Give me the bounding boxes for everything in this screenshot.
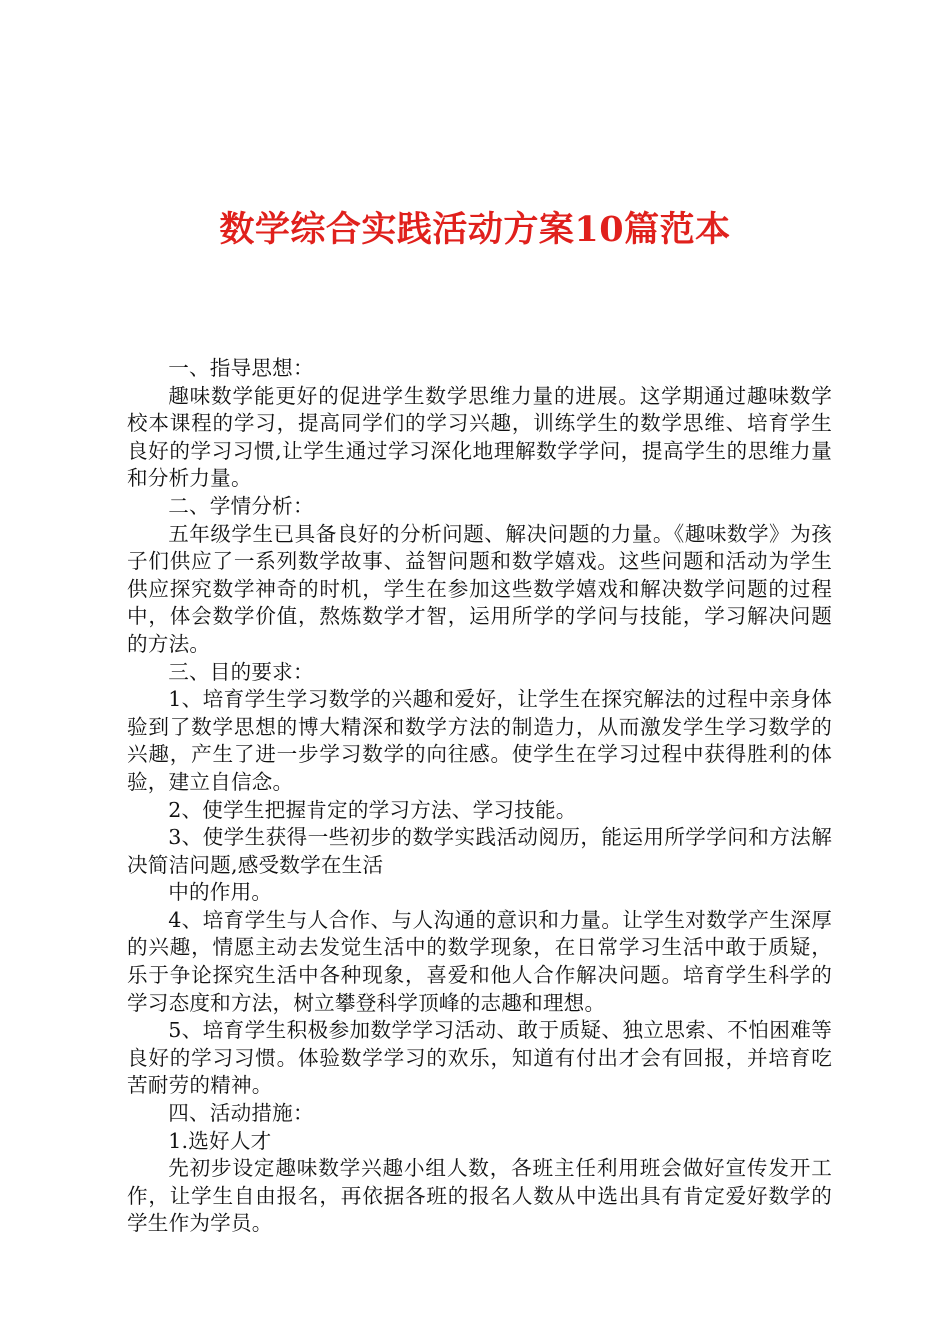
paragraph-objective-5: 5、培育学生积极参加数学学习活动、敢于质疑、独立思索、不怕困难等良好的学习习惯。体验数学学习的欢乐，知道有付出才会有回报，并培育吃苦耐劳的精神。 <box>127 1018 832 1098</box>
paragraph-select-talent: 先初步设定趣味数学兴趣小组人数，各班主任利用班会做好宣传发开工作，让学生自由报名，再依据各班的报名人数从中选出具有肯定爱好数学的学生作为学员。 <box>127 1156 832 1236</box>
paragraph-objective-1: 1、培育学生学习数学的兴趣和爱好，让学生在探究解法的过程中亲身体验到了数学思想的博大精深和数学方法的制造力，从而激发学生学习数学的兴趣，产生了进一步学习数学的向往感。使学生在学习过程中获得胜利的体验，建立自信念。 <box>127 687 832 794</box>
subheading-select-talent: 1.选好人才 <box>168 1128 272 1153</box>
section-heading-guiding-thought: 一、指导思想： <box>168 356 314 380</box>
paragraph-objective-2: 2、使学生把握肯定的学习方法、学习技能。 <box>168 797 577 822</box>
section-heading-objectives: 三、目的要求： <box>168 659 314 684</box>
document-body <box>127 355 832 1238</box>
paragraph-student-analysis: 五年级学生已具备良好的分析问题、解决问题的力量。《趣味数学》为孩子们供应了一系列数学故事、益智问题和数学嬉戏。这些问题和活动为学生供应探究数学神奇的时机，学生在参加这些数学嬉戏和解决数学问题的过程中，体会数学价值，熬炼数学才智，运用所学的学问与技能，学习解决问题的方法。 <box>127 521 832 656</box>
section-heading-student-analysis: 二、学情分析： <box>168 493 314 518</box>
document-title: 数学综合实践活动方案10篇范本 <box>219 209 731 250</box>
paragraph-objective-3-continued: 中的作用。 <box>168 880 273 905</box>
section-heading-activity-measures: 四、活动措施： <box>168 1101 314 1126</box>
paragraph-guiding-thought: 趣味数学能更好的促进学生数学思维力量的进展。这学期通过趣味数学校本课程的学习，提高同学们的学习兴趣，训练学生的数学思维、培育学生良好的学习习惯,让学生通过学习深化地理解数学学问，提高学生的思维力量和分析力量。 <box>127 383 832 491</box>
paragraph-objective-3: 3、使学生获得一些初步的数学实践活动阅历，能运用所学学问和方法解决简洁问题,感受数学在生活 <box>127 825 832 877</box>
paragraph-objective-4: 4、培育学生与人合作、与人沟通的意识和力量。让学生对数学产生深厚的兴趣，情愿主动去发觉生活中的数学现象，在日常学习生活中敢于质疑，乐于争论探究生活中各种现象，喜爱和他人合作解决问题。培育学生科学的学习态度和方法，树立攀登科学顶峰的志趣和理想。 <box>127 907 832 1015</box>
